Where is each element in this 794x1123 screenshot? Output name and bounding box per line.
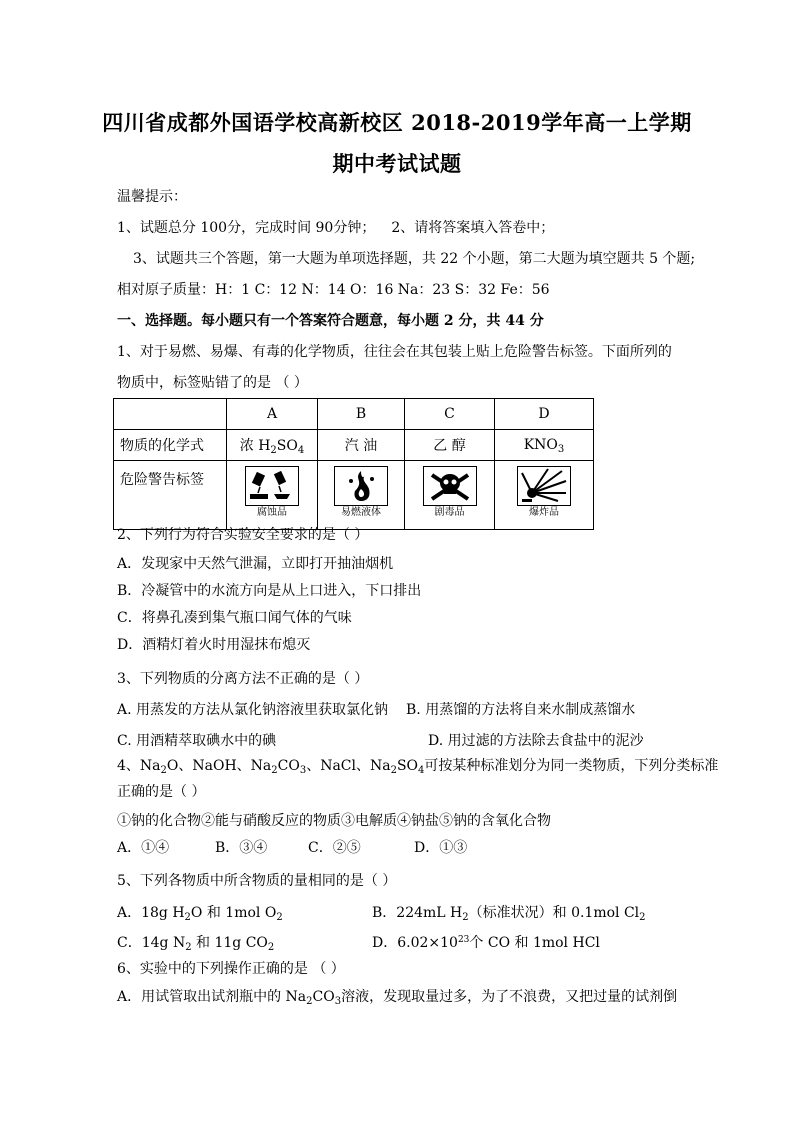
q4-stem-line2: 正确的是（ ） (117, 784, 206, 800)
table-corner-cell (114, 399, 227, 430)
q4-option-d: D．①③ (414, 840, 468, 856)
q3-option-b: B. 用蒸馏的方法将自来水制成蒸馏水 (406, 702, 636, 718)
q6-option-a: A．用试管取出试剂瓶中的 $Na_2CO_3$溶液，发现取量过多，为了不浪费，又把过量的试剂倒 (117, 989, 678, 1007)
q5-option-c: C．14g $N_2$ 和 11g $CO_2$ (117, 935, 275, 953)
tip-item-1: 1、试题总分 100分，完成时间 90分钟； (117, 220, 376, 236)
formula-b: 汽 油 (318, 430, 405, 461)
col-header-c: C (405, 399, 495, 430)
q4-option-b: B．③④ (215, 840, 268, 856)
flammable-icon (334, 466, 388, 506)
q3-stem: 3、下列物质的分离方法不正确的是（ ） (117, 671, 369, 687)
q2-option-b: B．冷凝管中的水流方向是从上口进入，下口排出 (117, 583, 422, 599)
row-label-formula: 物质的化学式 (114, 430, 227, 461)
q6-stem: 6、实验中的下列操作正确的是 （ ） (117, 961, 345, 977)
exam-title-line1: 四川省成都外国语学校高新校区 2018-2019学年高一上学期 (102, 110, 692, 135)
exam-title-line2: 期中考试试题 (332, 151, 462, 176)
row-label-hazard: 危险警告标签 (114, 461, 227, 530)
q4-stem-line1: 4、$Na_2O$、NaOH、$Na_2CO_3$、NaCl、$Na_2SO_4$可按某种标准划分为同一类物质，下列分类标准 (117, 758, 719, 776)
hazard-cell-d (495, 461, 594, 530)
q2-stem: 2、下列行为符合实验安全要求的是（ ） (117, 527, 369, 543)
explosive-icon (517, 466, 571, 506)
formula-d: $KNO_3$ (495, 430, 594, 461)
col-header-b: B (318, 399, 405, 430)
hazard-caption-c: 剧毒品 (434, 507, 465, 518)
toxic-skull-icon (423, 466, 477, 506)
q3-option-d: D. 用过滤的方法除去食盐中的泥沙 (428, 733, 644, 749)
section1-heading: 一、选择题。每小题只有一个答案符合题意，每小题 2 分，共 44 分 (117, 313, 544, 329)
tip-item-2: 2、请将答案填入答卷中； (391, 220, 555, 236)
q5-option-a: A．18g $H_2O$ 和 1mol $O_2$ (117, 905, 283, 923)
corrosive-icon (245, 466, 299, 506)
tips-line-1 (117, 219, 554, 237)
formula-a: 浓 $H_2SO_4$ (227, 430, 318, 461)
hazard-caption-a: 腐蚀品 (257, 507, 287, 518)
hazard-cell-c (405, 461, 495, 530)
tip-item-3: 3、试题共三个答题，第一大题为单项选择题，共 22 个小题，第二大题为填空题共 5 个题; (133, 251, 696, 267)
q4-option-a: A．①④ (117, 840, 170, 856)
q3-option-c: C. 用酒精萃取碘水中的碘 (117, 733, 277, 749)
hazard-caption-b: 易燃液体 (341, 507, 381, 518)
hazard-cell-b (318, 461, 405, 530)
q4-criteria: ①钠的化合物②能与硝酸反应的物质③电解质④钠盐⑤钠的含氧化合物 (117, 813, 551, 829)
q3-option-a: A. 用蒸发的方法从氯化钠溶液里获取氯化钠 (117, 702, 389, 718)
hazard-cell-a (227, 461, 318, 530)
q2-option-a: A．发现家中天然气泄漏，立即打开抽油烟机 (117, 556, 394, 572)
col-header-d: D (495, 399, 594, 430)
q2-option-d: D．酒精灯着火时用湿抹布熄灭 (117, 637, 311, 653)
q1-stem-line2: 物质中，标签贴错了的是 （ ） (117, 375, 308, 391)
q1-stem-line1: 1、对于易燃、易爆、有毒的化学物质，往往会在其包装上贴上危险警告标签。下面所列的 (117, 344, 672, 360)
hazard-caption-d: 爆炸品 (529, 507, 559, 518)
q4-option-c: C．②⑤ (308, 840, 361, 856)
q5-option-b: B．224mL $H_2$（标准状况）和 0.1mol $Cl_2$ (372, 905, 646, 923)
atomic-masses: 相对原子质量：H：1 C：12 N：14 O：16 Na：23 S：32 Fe：56 (117, 282, 550, 298)
col-header-a: A (227, 399, 318, 430)
q2-option-c: C．将鼻孔凑到集气瓶口闻气体的气味 (117, 610, 352, 626)
q5-stem: 5、下列各物质中所含物质的量相同的是（ ） (117, 873, 397, 889)
formula-c: 乙 醇 (405, 430, 495, 461)
hazard-label-table (113, 398, 594, 530)
tips-heading: 温馨提示： (117, 189, 187, 205)
q5-option-d: D．$6.02\times 10^{23}$个 CO 和 1mol HCl (372, 935, 600, 951)
